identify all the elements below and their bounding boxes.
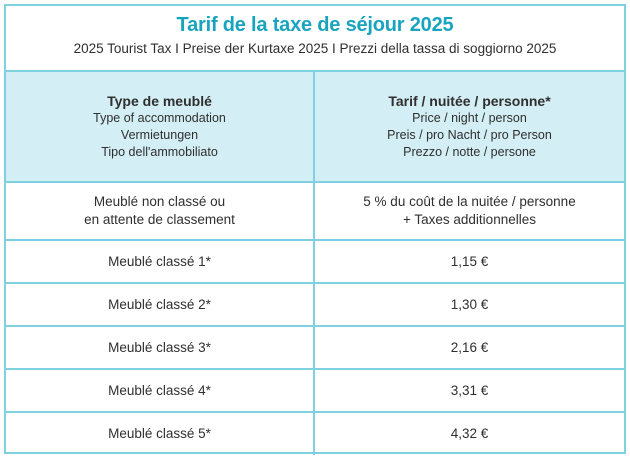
table-row (6, 369, 624, 412)
page-title: Tarif de la taxe de séjour 2025 (176, 14, 454, 36)
header-accommodation-de: Vermietungen (120, 127, 199, 142)
rate-cell: 3,31 € (314, 369, 624, 412)
table-row (6, 182, 624, 240)
table-row (6, 326, 624, 369)
page-subtitle: 2025 Tourist Tax I Preise der Kurtaxe 2025 I Prezzi della tassa di soggiorno 2025 (73, 41, 557, 56)
header-rate-it: Prezzo / notte / persone (403, 144, 536, 159)
accommodation-type-line: en attente de classement (84, 212, 235, 227)
rate-cell: 4,32 € (314, 412, 624, 455)
table-header-row (6, 72, 624, 182)
rate-line: 5 % du coût de la nuitée / personne (363, 194, 576, 209)
accommodation-type-cell: Meublé classé 5* (108, 426, 211, 441)
tax-table-card (4, 4, 626, 454)
accommodation-type-cell: Meublé classé 3* (6, 326, 314, 369)
rate-line: + Taxes additionnelles (403, 212, 536, 227)
tax-rate-table (6, 72, 624, 455)
accommodation-type-cell (6, 182, 314, 240)
header-rate (314, 72, 624, 182)
title-block (6, 6, 624, 72)
header-accommodation-en: Type of accommodation (93, 110, 226, 125)
rate-cell: 1,30 € (314, 283, 624, 326)
accommodation-type-cell: Meublé classé 2* (6, 283, 314, 326)
header-accommodation-main: Type de meublé (107, 92, 212, 109)
accommodation-type-cell: Meublé classé 4* (6, 369, 314, 412)
header-accommodation-type (6, 72, 314, 182)
accommodation-type-cell: Meublé classé 1* (6, 240, 314, 283)
table-row (6, 412, 624, 455)
table-row (6, 283, 624, 326)
table-row (6, 240, 624, 283)
header-rate-de: Preis / pro Nacht / pro Person (387, 127, 552, 142)
rate-cell: 2,16 € (314, 326, 624, 369)
header-accommodation-it: Tipo dell'ammobiliato (101, 144, 218, 159)
rate-cell (314, 182, 624, 240)
header-rate-main: Tarif / nuitée / personne* (388, 92, 551, 109)
accommodation-type-line: Meublé non classé ou (93, 194, 226, 209)
rate-cell: 1,15 € (314, 240, 624, 283)
header-rate-en: Price / night / person (412, 110, 527, 125)
